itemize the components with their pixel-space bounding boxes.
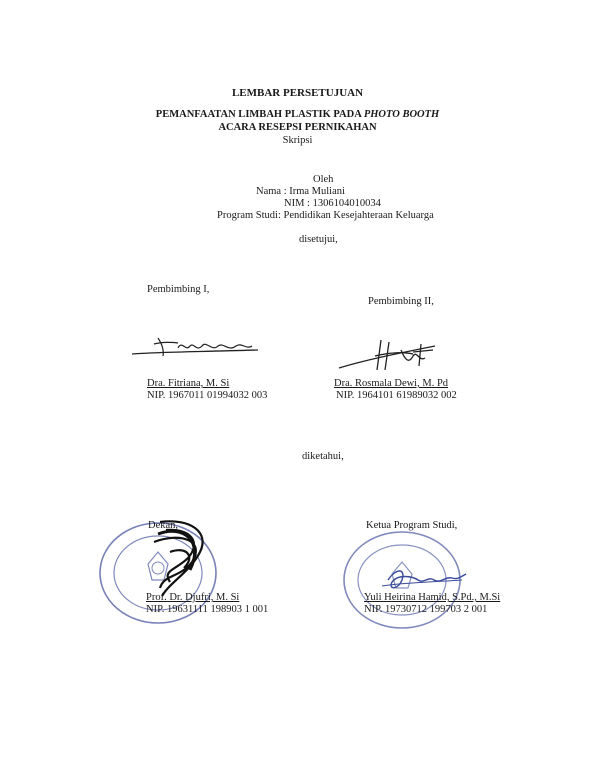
page-title: LEMBAR PERSETUJUAN bbox=[231, 87, 364, 99]
author-nim: NIM : 1306104010034 bbox=[284, 198, 381, 209]
supervisor2-name: Dra. Rosmala Dewi, M. Pd bbox=[334, 378, 449, 389]
author-name: Nama : Irma Muliani bbox=[256, 186, 345, 197]
document-type: Skripsi bbox=[282, 135, 313, 146]
supervisor1-role: Pembimbing I, bbox=[147, 284, 210, 295]
author-by: Oleh bbox=[313, 174, 334, 185]
thesis-title-line2: ACARA RESEPSI PERNIKAHAN bbox=[218, 122, 377, 133]
thesis-title-italic: PHOTO BOOTH bbox=[363, 109, 440, 120]
program-head-role: Ketua Program Studi, bbox=[366, 520, 458, 531]
supervisor1-name: Dra. Fitriana, M. Si bbox=[147, 378, 230, 389]
supervisor2-signature bbox=[335, 336, 455, 376]
dean-name: Prof. Dr. Djufri, M. Si bbox=[146, 592, 240, 603]
program-head-nip: NIP. 19730712 199703 2 001 bbox=[364, 604, 488, 615]
supervisor2-role: Pembimbing II, bbox=[368, 296, 434, 307]
supervisor1-signature bbox=[128, 330, 268, 362]
known-label: diketahui, bbox=[302, 451, 344, 462]
thesis-title-prefix: PEMANFAATAN LIMBAH PLASTIK PADA bbox=[155, 109, 364, 120]
approved-label: disetujui, bbox=[299, 234, 338, 245]
program-head-name: Yuli Heirina Hamid, S.Pd., M.Si bbox=[364, 592, 501, 603]
supervisor1-nip: NIP. 1967011 01994032 003 bbox=[147, 390, 268, 401]
supervisor2-nip: NIP. 1964101 61989032 002 bbox=[336, 390, 457, 401]
thesis-title-line1 bbox=[0, 109, 595, 120]
dean-nip: NIP. 19631111 198903 1 001 bbox=[146, 604, 269, 615]
dean-role: Dekan, bbox=[148, 520, 179, 531]
author-program: Program Studi: Pendidikan Kesejahteraan Keluarga bbox=[217, 210, 434, 221]
